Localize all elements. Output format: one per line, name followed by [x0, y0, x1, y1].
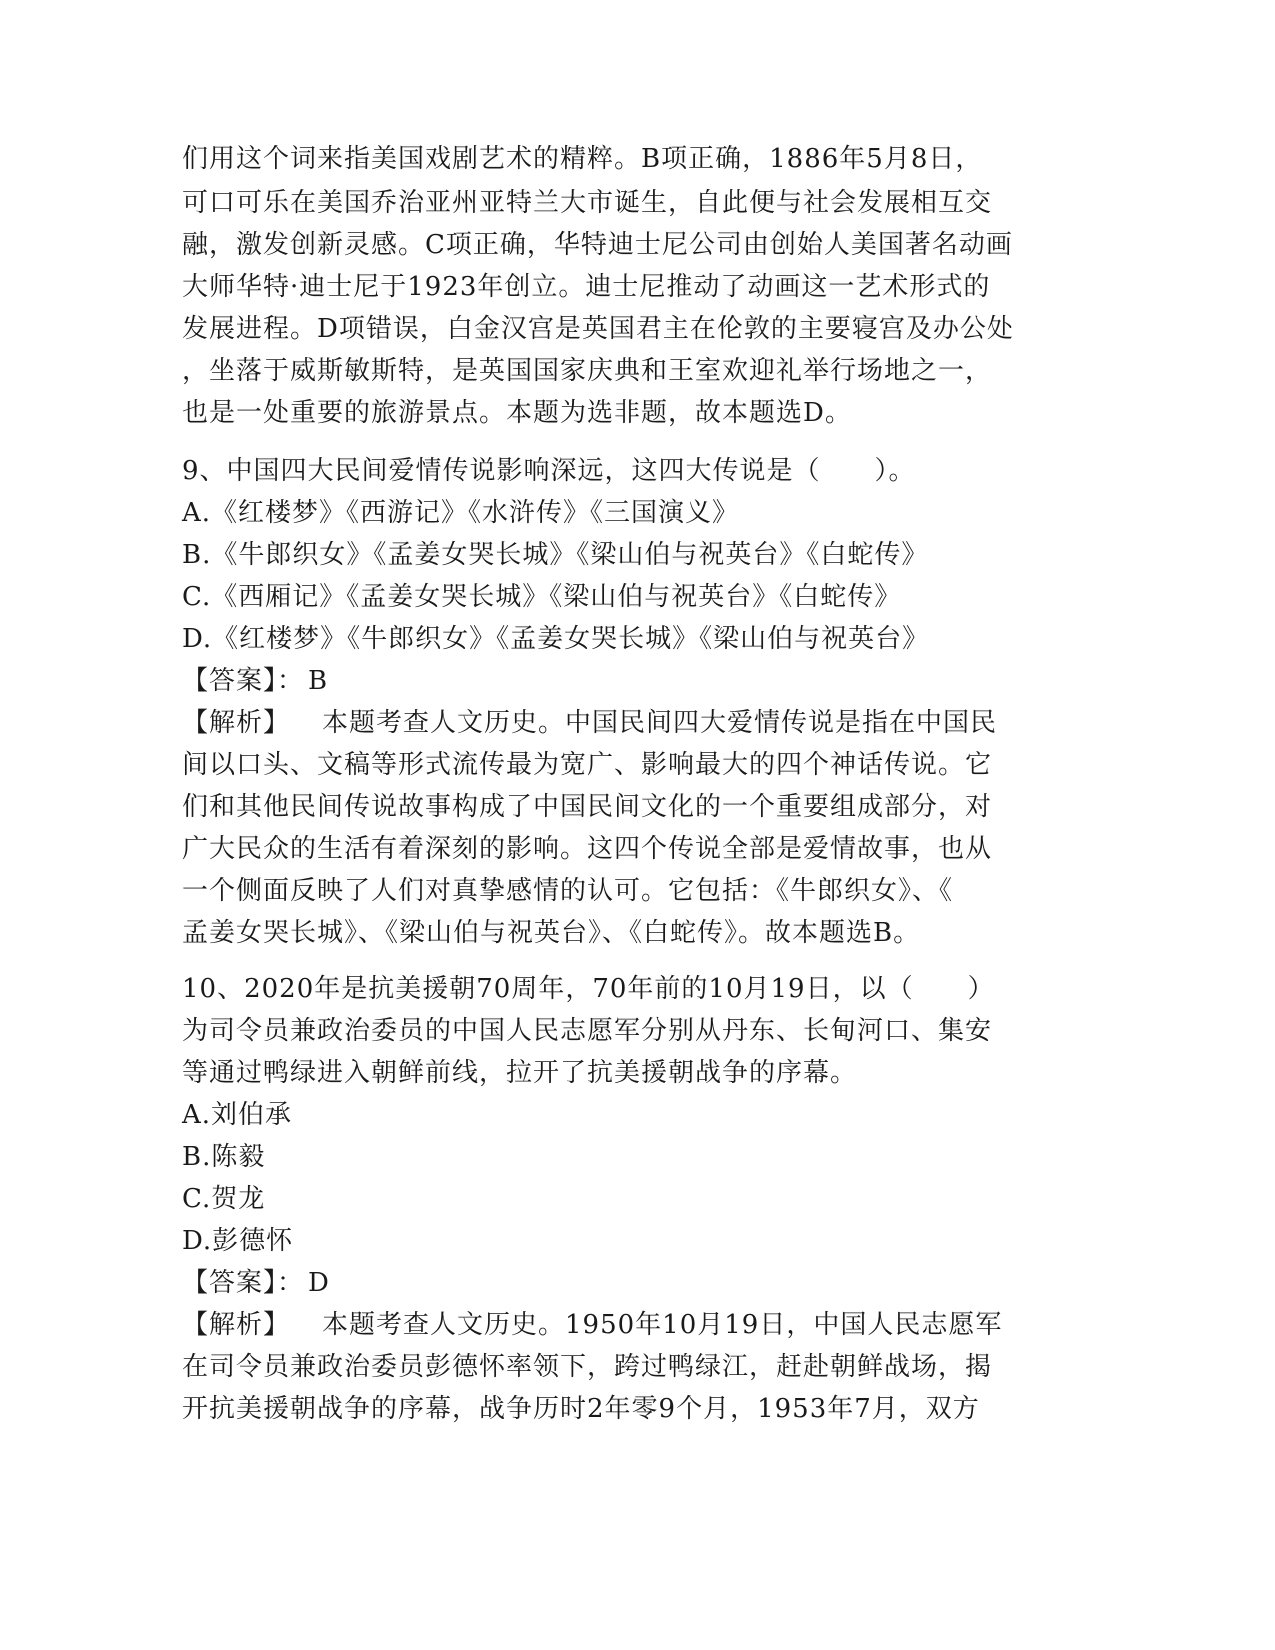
q9-analysis-line-4: 广大民众的生活有着深刻的影响。这四个传说全部是爱情故事，也从: [182, 834, 993, 864]
q10-option-d: D.彭德怀: [182, 1226, 294, 1256]
q9-analysis-line-3: 们和其他民间传说故事构成了中国民间文化的一个重要组成部分，对: [182, 792, 993, 822]
q10-answer-label: 【答案】：: [182, 1268, 305, 1298]
prev-explanation-line-6: ，坐落于威斯敏斯特，是英国国家庆典和王室欢迎礼举行场地之一，: [182, 356, 993, 386]
q9-analysis-row-1: [182, 706, 997, 740]
q10-answer-row: [182, 1266, 330, 1300]
q10-analysis-row-1: [182, 1308, 1002, 1342]
q10-analysis-line-2: 在司令员兼政治委员彭德怀率领下，跨过鸭绿江，赶赴朝鲜战场，揭: [182, 1352, 993, 1382]
prev-explanation-line-5: 发展进程。D项错误，白金汉宫是英国君主在伦敦的主要寝宫及办公处: [182, 314, 1014, 344]
q9-answer-value: B: [308, 666, 329, 696]
prev-explanation-line-4: 大师华特·迪士尼于1923年创立。迪士尼推动了动画这一艺术形式的: [182, 272, 991, 302]
q9-option-a: A.《红楼梦》《西游记》《水浒传》《三国演义》: [182, 498, 740, 528]
prev-explanation-line-2: 可口可乐在美国乔治亚州亚特兰大市诞生，自此便与社会发展相互交: [182, 188, 993, 218]
q10-analysis-line-3: 开抗美援朝战争的序幕，战争历时2年零9个月，1953年7月，双方: [182, 1394, 980, 1424]
q9-analysis-line-5: 一个侧面反映了人们对真挚感情的认可。它包括：《牛郎织女》、《: [182, 876, 954, 906]
q10-analysis-label: 【解析】: [182, 1310, 291, 1340]
q9-option-d: D.《红楼梦》《牛郎织女》《孟姜女哭长城》《梁山伯与祝英台》: [182, 624, 930, 654]
q9-analysis-line-2: 间以口头、文稿等形式流传最为宽广、影响最大的四个神话传说。它: [182, 750, 993, 780]
q9-answer-row: [182, 664, 328, 698]
q9-analysis-line-1: 本题考查人文历史。中国民间四大爱情传说是指在中国民: [322, 708, 998, 738]
q10-option-a: A.刘伯承: [182, 1100, 293, 1130]
q9-option-b: B.《牛郎织女》《孟姜女哭长城》《梁山伯与祝英台》《白蛇传》: [182, 540, 929, 570]
q10-analysis-line-1: 本题考查人文历史。1950年10月19日，中国人民志愿军: [322, 1310, 1003, 1340]
q10-option-c: C.贺龙: [182, 1184, 266, 1214]
prev-explanation-line-3: 融，激发创新灵感。C项正确，华特迪士尼公司由创始人美国著名动画: [182, 230, 1013, 260]
q9-question: 9、中国四大民间爱情传说影响深远，这四大传说是（ ）。: [182, 456, 916, 486]
q10-question-line-3: 等通过鸭绿进入朝鲜前线，拉开了抗美援朝战争的序幕。: [182, 1058, 858, 1088]
prev-explanation-line-7: 也是一处重要的旅游景点。本题为选非题，故本题选D。: [182, 398, 852, 428]
q10-question-line-2: 为司令员兼政治委员的中国人民志愿军分别从丹东、长甸河口、集安: [182, 1016, 993, 1046]
q10-question-line-1: 10、2020年是抗美援朝70周年，70年前的10月19日，以（ ）: [182, 974, 995, 1004]
q9-analysis-label: 【解析】: [182, 708, 291, 738]
q9-option-c: C.《西厢记》《孟姜女哭长城》《梁山伯与祝英台》《白蛇传》: [182, 582, 902, 612]
q9-analysis-line-6: 孟姜女哭长城》、《梁山伯与祝英台》、《白蛇传》。故本题选B。: [182, 918, 921, 948]
q9-answer-label: 【答案】：: [182, 666, 305, 696]
q10-answer-value: D: [308, 1268, 330, 1298]
q10-option-b: B.陈毅: [182, 1142, 266, 1172]
prev-explanation-line-1: 们用这个词来指美国戏剧艺术的精粹。B项正确，1886年5月8日，: [182, 144, 983, 174]
